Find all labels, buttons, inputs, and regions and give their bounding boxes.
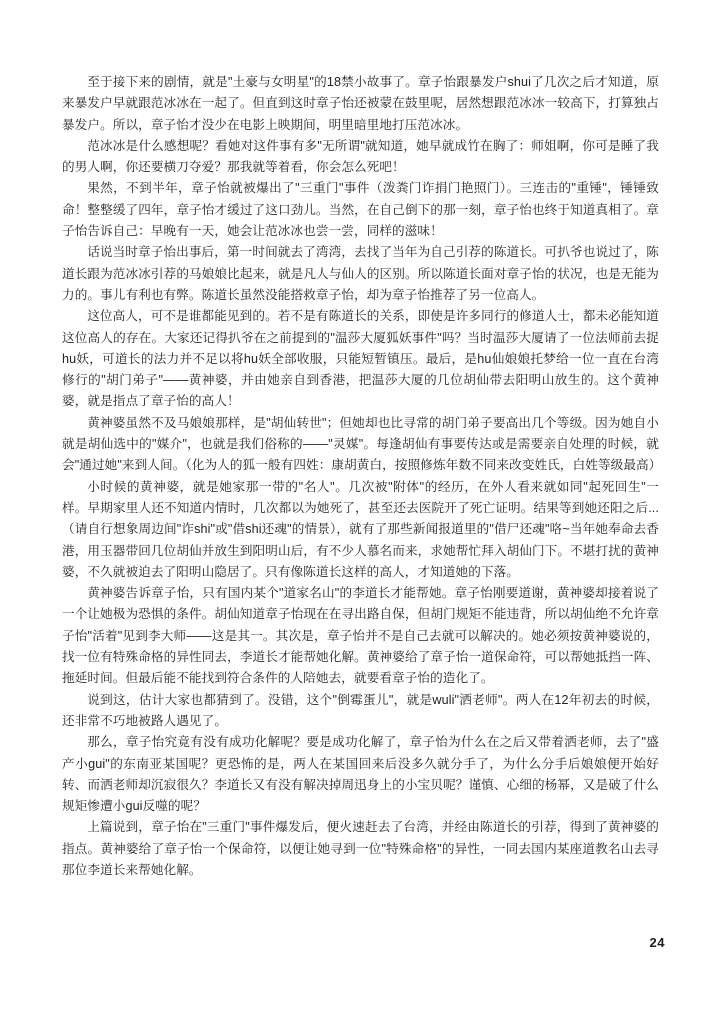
paragraph: 黄神婆告诉章子怡，只有国内某个"道家名山"的李道长才能帮她。章子怡刚要道谢，黄神婆却接着说了一个让她极为恐惧的条件。胡仙知道章子怡现在在寻出路自保，但胡门规矩不能违背，所以胡仙绝不允许章子怡"活着"见到李大师——这是其一。其次是，章子怡并不是自己去就可以解决的。她必须按黄神婆说的，找一位有特殊命格的异性同去，李道长才能帮她化解。黄神婆给了章子怡一道保命符，可以帮她抵挡一阵、拖延时间。但最后能不能找到符合条件的人陪她去，就要看章子怡的造化了。 bbox=[62, 586, 659, 686]
page-number: 24 bbox=[649, 935, 665, 950]
paragraph: 那么，章子怡究竟有没有成功化解呢？要是成功化解了，章子怡为什么在之后又带着洒老师，去了"盛产小gui"的东南亚某国呢？更恐怖的是，两人在某国回来后没多久就分手了，为什么分手后娘娘便开始好转、而洒老师却沉寂很久？李道长又有没有解决掉周迅身上的小宝贝呢？谨慎、心细的杨幂，又是破了什么规矩惨遭小gui反噬的呢？ bbox=[62, 735, 659, 814]
paragraph: 小时候的黄神婆，就是她家那一带的"名人"。几次被"附体"的经历，在外人看来就如同"起死回生"一样。早期家里人还不知道内情时，几次都以为她死了，甚至还去医院开了死亡证明。结果等到她还阳之后...（请自行想象周边间"诈shi"或"借shi还魂"的情景），就有了那些新闻报道里的"借尸还魂"咯~当年她奉命去香港，用玉器带回几位胡仙并放生到阳明山后，有不少人慕名而来，求她帮忙拜入胡仙门下。不堪打扰的黄神婆，不久就被迫去了阳明山隐居了。只有像陈道长这样的高人，才知道她的下落。 bbox=[62, 479, 659, 579]
paragraph: 黄神婆虽然不及马娘娘那样，是"胡仙转世"；但她却也比寻常的胡门弟子要高出几个等级。因为她自小就是胡仙选中的"媒介"，也就是我们俗称的——"灵媒"。每逢胡仙有事要传达或是需要亲自处理的时候，就会"通过她"来到人间。（化为人的狐一般有四姓：康胡黄白，按照修炼年数不同来改变姓氏，白姓等级最高） bbox=[62, 415, 662, 473]
paragraph: 话说当时章子怡出事后，第一时间就去了湾湾，去找了当年为自己引荐的陈道长。可扒爷也说过了，陈道长跟为范冰冰引荐的马娘娘比起来，就是凡人与仙人的区别。所以陈道长面对章子怡的状况，也是无能为力的。事儿有利也有弊。陈道长虽然没能搭救章子怡，却为章子怡推荐了另一位高人。 bbox=[62, 245, 659, 302]
paragraph: 范冰冰是什么感想呢？看她对这件事有多"无所谓"就知道，她早就成竹在胸了：师姐啊，你可是睡了我的男人啊，你还要横刀夺爱？那我就等着看，你会怎么死吧！ bbox=[62, 138, 659, 175]
paragraph: 果然，不到半年，章子怡就被爆出了"三重门"事件（泼粪门诈捐门艳照门）。三连击的"重锤"，锤锤致命！整整缓了四年，章子怡才缓过了这口劲儿。当然，在自己倒下的那一刻，章子怡也终于知道真相了。章子怡告诉自己：早晚有一天，她会让范冰冰也尝一尝，同样的滋味！ bbox=[62, 181, 659, 239]
document-body bbox=[62, 72, 662, 881]
paragraph: 上篇说到，章子怡在"三重门"事件爆发后，便火速赶去了台湾，并经由陈道长的引荐，得到了黄神婆的指点。黄神婆给了章子怡一个保命符，以便让她寻到一位"特殊命格"的异性，一同去国内某座道教名山去寻那位李道长来帮她化解。 bbox=[62, 820, 659, 877]
paragraph: 说到这，估计大家也都猜到了。没错，这个"倒霉蛋儿"，就是wuli"洒老师"。两人在12年初去的时候，还非常不巧地被路人遇见了。 bbox=[62, 692, 659, 728]
paragraph: 这位高人，可不是谁都能见到的。若不是有陈道长的关系，即使是许多同行的修道人士，都未必能知道这位高人的存在。大家还记得扒爷在之前提到的"温莎大厦狐妖事件"吗？当时温莎大厦请了一位法师前去捉hu妖，可道长的法力并不足以将hu妖全部收服，只能短暂镇压。最后，是hu仙娘娘托梦给一位一直在台湾修行的"胡门弟子"——黄神婆，并由她亲自到香港，把温莎大厦的几位胡仙带去阳明山放生的。这个黄神婆，就是指点了章子怡的高人！ bbox=[62, 309, 659, 409]
paragraph: 至于接下来的剧情，就是"土豪与女明星"的18禁小故事了。章子怡跟暴发户shui了几次之后才知道，原来暴发户早就跟范冰冰在一起了。但直到这时章子怡还被蒙在鼓里呢，居然想跟范冰冰一较高下，打算独占暴发户。所以，章子怡才没少在电影上映期间，明里暗里地打压范冰冰。 bbox=[62, 75, 659, 132]
